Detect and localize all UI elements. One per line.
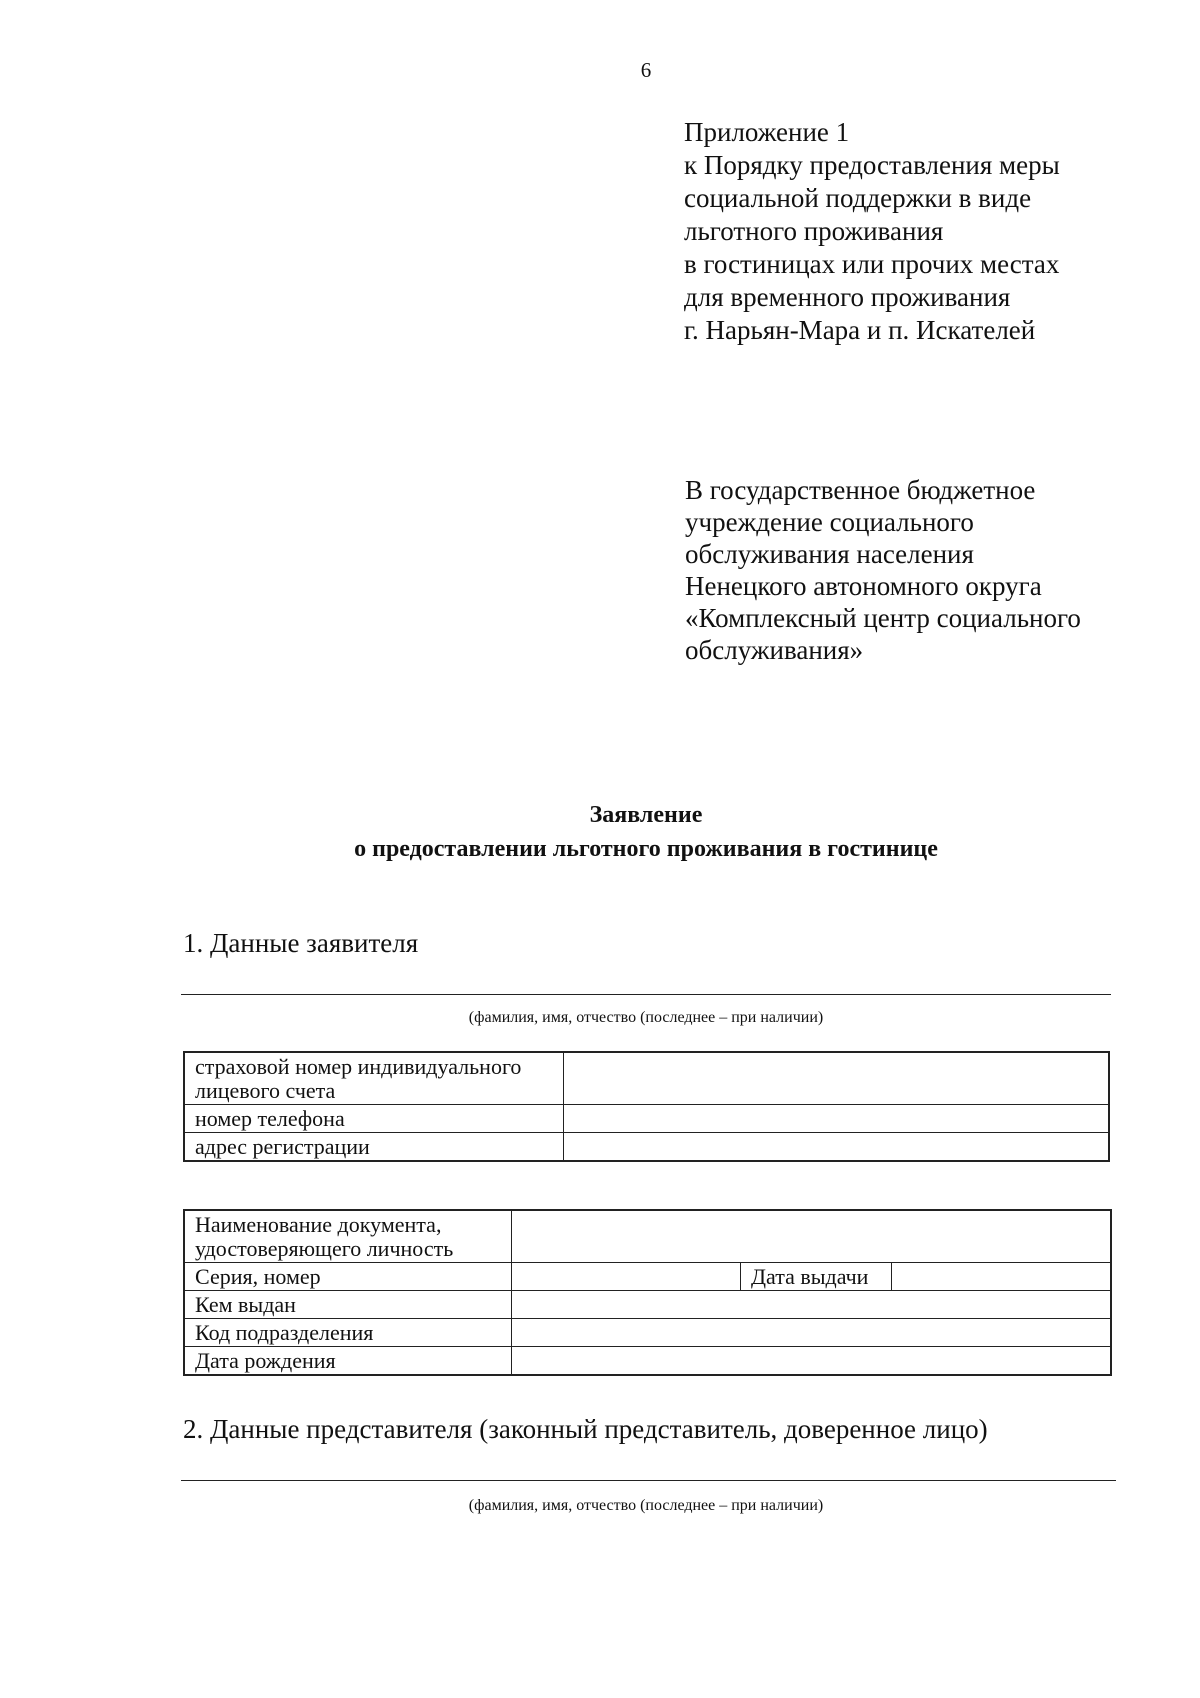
- applicant-name-caption: (фамилия, имя, отчество (последнее – при наличии): [468, 1009, 824, 1026]
- identity-document-table: [183, 1209, 1112, 1376]
- issued-by-label: Кем выдан: [184, 1291, 512, 1319]
- appendix-line: для временного проживания: [684, 282, 1011, 312]
- appendix-line: социальной поддержки в виде: [684, 183, 1032, 213]
- table-row: [184, 1133, 1109, 1162]
- birth-date-label: Дата рождения: [184, 1347, 512, 1376]
- addressee-line: учреждение социального: [685, 507, 974, 537]
- snils-label: страховой номер индивидуального лицевого счета: [184, 1052, 564, 1105]
- issue-date-label: Дата выдачи: [741, 1263, 892, 1291]
- table-row: [184, 1105, 1109, 1133]
- representative-name-line[interactable]: [181, 1480, 1116, 1481]
- addressee: [685, 474, 1081, 666]
- table-row: [184, 1210, 1111, 1263]
- addressee-line: обслуживания населения: [685, 539, 974, 569]
- table-row: [184, 1319, 1111, 1347]
- phone-field[interactable]: [564, 1105, 1110, 1133]
- applicant-personal-table: [183, 1051, 1110, 1162]
- appendix-line: к Порядку предоставления меры: [684, 150, 1060, 180]
- appendix-line: в гостиницах или прочих местах: [684, 249, 1060, 279]
- birth-date-field[interactable]: [512, 1347, 1112, 1376]
- registration-address-label: адрес регистрации: [184, 1133, 564, 1162]
- series-number-field[interactable]: [512, 1263, 741, 1291]
- series-number-label: Серия, номер: [184, 1263, 512, 1291]
- table-row: [184, 1347, 1111, 1376]
- appendix-line: Приложение 1: [684, 117, 850, 147]
- appendix-reference: [684, 116, 1060, 347]
- snils-field[interactable]: [564, 1052, 1110, 1105]
- table-row: [184, 1263, 1111, 1291]
- registration-address-field[interactable]: [564, 1133, 1110, 1162]
- table-row: [184, 1052, 1109, 1105]
- section-2-heading: 2. Данные представителя (законный представитель, доверенное лицо): [183, 1414, 988, 1444]
- addressee-line: «Комплексный центр социального: [685, 603, 1081, 633]
- representative-name-caption: (фамилия, имя, отчество (последнее – при наличии): [468, 1497, 824, 1514]
- appendix-line: льготного проживания: [684, 216, 944, 246]
- phone-label: номер телефона: [184, 1105, 564, 1133]
- issue-date-field[interactable]: [892, 1263, 1112, 1291]
- title-line-sub: о предоставлении льготного проживания в гостинице: [354, 836, 938, 862]
- addressee-line: В государственное бюджетное: [685, 475, 1036, 505]
- title-line-main: Заявление: [589, 802, 703, 828]
- subdivision-code-field[interactable]: [512, 1319, 1112, 1347]
- addressee-line: Ненецкого автономного округа: [685, 571, 1042, 601]
- page-number: 6: [640, 58, 652, 82]
- addressee-line: обслуживания»: [685, 635, 864, 665]
- issued-by-field[interactable]: [512, 1291, 1112, 1319]
- applicant-name-line[interactable]: [181, 994, 1111, 995]
- table-row: [184, 1291, 1111, 1319]
- subdivision-code-label: Код подразделения: [184, 1319, 512, 1347]
- document-title: [0, 798, 1200, 866]
- document-name-label: Наименование документа, удостоверяющего личность: [184, 1210, 512, 1263]
- section-1-heading: 1. Данные заявителя: [183, 928, 419, 958]
- appendix-line: г. Нарьян-Мара и п. Искателей: [684, 315, 1036, 345]
- document-name-field[interactable]: [512, 1210, 1112, 1263]
